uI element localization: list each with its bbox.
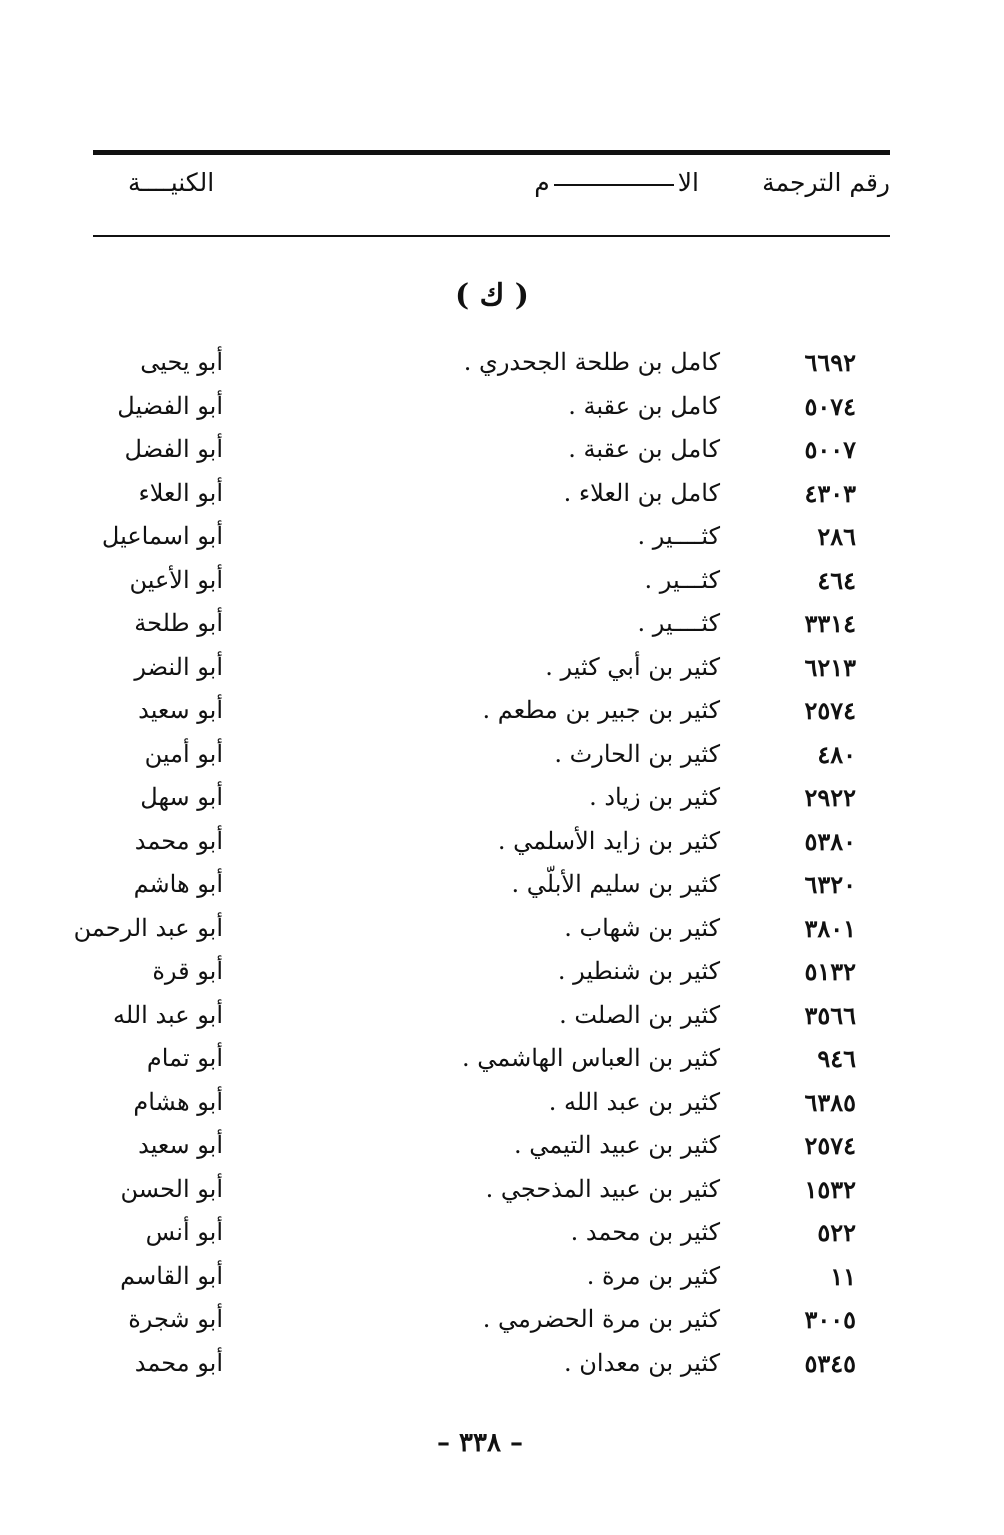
entry-row — [0, 910, 1004, 954]
entry-kunya: أبو العلاء — [138, 478, 223, 507]
entry-name: كثير بن سليم الأبلّي . — [511, 870, 720, 898]
entry-number: ٥٢٢ — [817, 1218, 856, 1247]
entry-name: كامل بن طلحة الجحدري . — [463, 348, 720, 376]
entry-row — [0, 562, 1004, 606]
kashida-stretch — [554, 184, 674, 186]
entry-name: كثير بن شنطير . — [557, 957, 720, 985]
entry-number: ٥٠٠٧ — [804, 435, 856, 464]
entry-number: ٦٣٨٥ — [804, 1087, 856, 1117]
header-top-rule — [93, 150, 890, 155]
entry-row — [0, 1127, 1004, 1171]
entry-number: ٢٨٦ — [817, 522, 856, 551]
entry-name: كثير بن عبيد التيمي . — [514, 1131, 720, 1159]
entry-name: كثير بن الحارث . — [554, 739, 720, 768]
entry-name: كثــــير . — [637, 609, 720, 637]
entry-name: كثير بن عبيد المذحجي . — [485, 1174, 720, 1203]
entry-kunya: أبو أمين — [144, 739, 223, 768]
entry-row — [0, 605, 1004, 649]
entry-kunya: أبو تمام — [146, 1044, 223, 1072]
entry-name: كثير بن شهاب . — [564, 913, 720, 942]
entry-row — [0, 1171, 1004, 1215]
entry-number: ٤٣٠٣ — [804, 478, 856, 508]
entry-row — [0, 866, 1004, 910]
entry-name: كثير بن معدان . — [564, 1348, 720, 1377]
entry-kunya: أبو الحسن — [120, 1174, 223, 1203]
entry-row — [0, 1084, 1004, 1128]
entry-kunya: أبو هشام — [133, 1087, 223, 1116]
entry-name: كثـــير . — [644, 565, 720, 594]
entry-kunya: أبو سهل — [140, 783, 223, 811]
entry-name: كثير بن العباس الهاشمي . — [462, 1044, 720, 1072]
entry-kunya: أبو شجرة — [128, 1305, 223, 1333]
entry-number: ١١ — [830, 1261, 856, 1291]
entry-kunya: أبو الفضيل — [117, 391, 223, 420]
entry-name: كثير بن زياد . — [589, 783, 720, 811]
entry-kunya: أبو سعيد — [138, 696, 223, 724]
entry-number: ٢٩٢٢ — [804, 783, 856, 812]
column-header-name-end: م — [534, 168, 550, 197]
entry-number: ٣٨٠١ — [804, 913, 856, 943]
entry-row — [0, 823, 1004, 867]
entry-row — [0, 1040, 1004, 1084]
entry-kunya: أبو الفضل — [124, 435, 223, 463]
column-header-name — [534, 168, 699, 208]
entry-number: ١٥٣٢ — [804, 1174, 856, 1204]
entry-name: كثير بن مرة . — [586, 1261, 720, 1290]
column-header-name-start: الا — [677, 168, 699, 197]
entry-kunya: أبو هاشم — [133, 870, 223, 898]
entry-number: ٤٨٠ — [817, 739, 856, 769]
entry-name: كثير بن زايد الأسلمي . — [497, 826, 720, 855]
column-header-kunya: الكنيــــة — [128, 168, 215, 197]
entry-row — [0, 997, 1004, 1041]
entry-kunya: أبو محمد — [134, 1348, 223, 1377]
entry-name: كثــــير . — [637, 522, 720, 550]
entry-row — [0, 388, 1004, 432]
entries-list — [0, 344, 1004, 1388]
entry-number: ٥٣٤٥ — [804, 1348, 856, 1378]
entry-name: كامل بن عقبة . — [568, 435, 720, 463]
entry-row — [0, 518, 1004, 562]
entry-name: كامل بن العلاء . — [563, 478, 720, 507]
entry-row — [0, 1301, 1004, 1345]
entry-row — [0, 953, 1004, 997]
entry-number: ٥٠٧٤ — [804, 391, 856, 421]
entry-number: ٩٤٦ — [817, 1044, 856, 1073]
entry-name: كثير بن محمد . — [570, 1218, 720, 1246]
entry-kunya: أبو عبد الله — [113, 1000, 223, 1029]
entry-kunya: أبو عبد الرحمن — [73, 913, 223, 942]
entry-row — [0, 1345, 1004, 1389]
entry-kunya: أبو أنس — [145, 1218, 223, 1246]
entry-kunya: أبو قرة — [152, 957, 223, 985]
entry-name: كامل بن عقبة . — [568, 391, 720, 420]
entry-row — [0, 649, 1004, 693]
entry-number: ٤٦٤ — [817, 565, 856, 595]
entry-kunya: أبو طلحة — [134, 609, 223, 637]
entry-row — [0, 475, 1004, 519]
entry-kunya: أبو محمد — [134, 826, 223, 855]
section-letter-heading: ( ك ) — [454, 278, 529, 313]
entry-row — [0, 736, 1004, 780]
entry-row — [0, 431, 1004, 475]
entry-number: ٣٠٠٥ — [804, 1305, 856, 1334]
entry-row — [0, 1214, 1004, 1258]
entry-name: كثير بن عبد الله . — [548, 1087, 720, 1116]
entry-number: ٦٣٢٠ — [804, 870, 856, 899]
entry-number: ٢٥٧٤ — [804, 696, 856, 725]
entry-name: كثير بن الصلت . — [559, 1000, 720, 1029]
entry-row — [0, 1258, 1004, 1302]
page-number: – ٣٣٨ – — [436, 1428, 524, 1458]
entry-number: ٥٣٨٠ — [804, 826, 856, 856]
entry-kunya: أبو يحيى — [140, 348, 223, 376]
entry-number: ٦٦٩٢ — [804, 348, 856, 377]
entry-name: كثير بن مرة الحضرمي . — [482, 1305, 720, 1333]
entry-name: كثير بن جبير بن مطعم . — [482, 696, 720, 724]
entry-kunya: أبو القاسم — [120, 1261, 223, 1290]
entry-kunya: أبو الأعين — [129, 565, 223, 594]
entry-kunya: أبو سعيد — [138, 1131, 223, 1159]
entry-row — [0, 692, 1004, 736]
entry-number: ٣٣١٤ — [804, 609, 856, 638]
entry-kunya: أبو اسماعيل — [101, 522, 223, 550]
entry-name: كثير بن أبي كثير . — [545, 652, 720, 681]
column-header-number: رقم الترجمة — [762, 168, 890, 197]
entry-kunya: أبو النضر — [134, 652, 223, 681]
entry-row — [0, 779, 1004, 823]
entry-number: ٢٥٧٤ — [804, 1131, 856, 1160]
entry-number: ٦٢١٣ — [804, 652, 856, 682]
entry-number: ٣٥٦٦ — [804, 1000, 856, 1030]
header-bottom-rule — [93, 235, 890, 237]
entry-number: ٥١٣٢ — [804, 957, 856, 986]
entry-row — [0, 344, 1004, 388]
